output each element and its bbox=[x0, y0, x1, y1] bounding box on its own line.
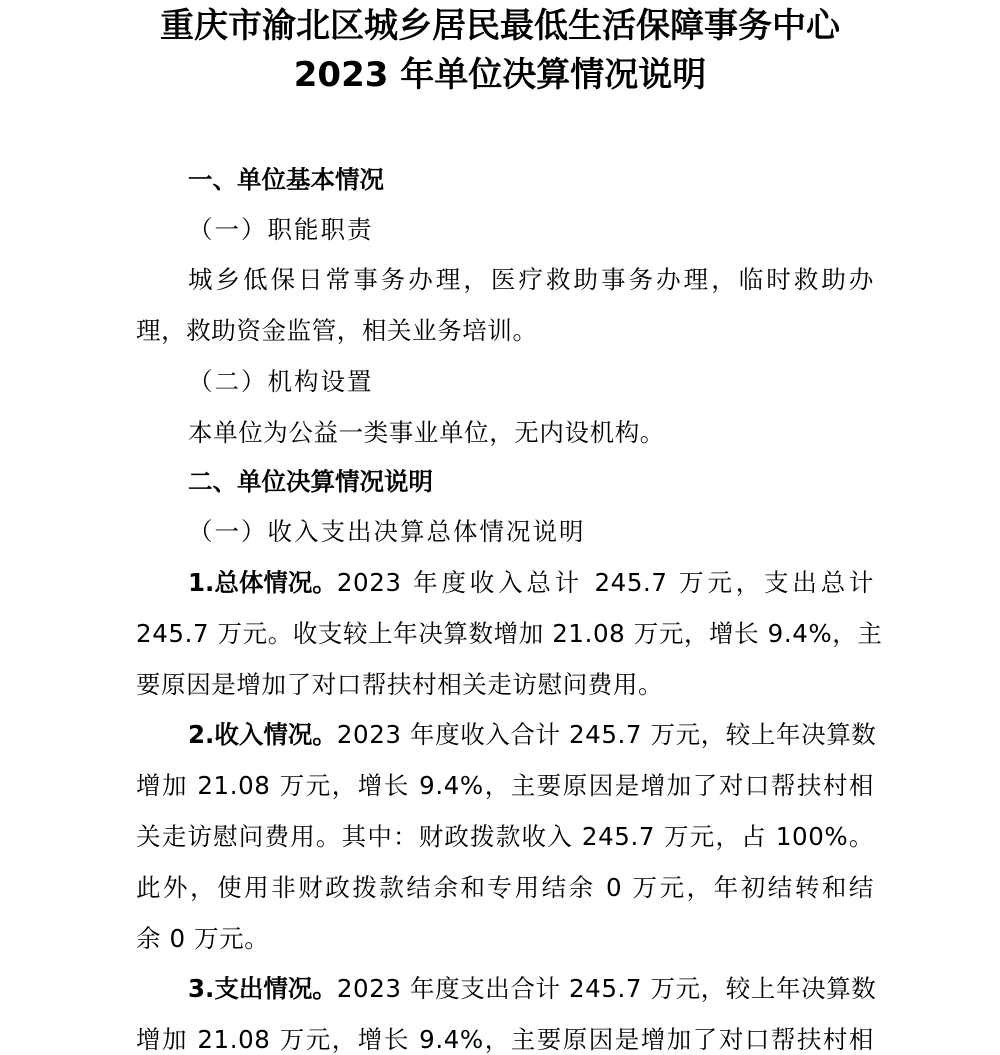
functions-paragraph-line-2: 理，救助资金监管，相关业务培训。 bbox=[136, 316, 538, 345]
overall-text-1: 2023 年度收入总计 245.7 万元，支出总计 bbox=[336, 568, 874, 597]
income-paragraph-line-5: 余 0 万元。 bbox=[136, 924, 270, 953]
document-title-line-1: 重庆市渝北区城乡居民最低生活保障事务中心 bbox=[160, 6, 840, 46]
subsection-heading-functions: （一）职能职责 bbox=[188, 215, 374, 244]
expense-paragraph-line-1 bbox=[188, 974, 877, 1004]
expense-lead: 3.支出情况。 bbox=[188, 974, 337, 1003]
overall-paragraph-line-3: 要原因是增加了对口帮扶村相关走访慰问费用。 bbox=[136, 670, 664, 699]
subsection-heading-income-expense-overview: （一）收入支出决算总体情况说明 bbox=[188, 517, 586, 546]
income-paragraph-line-2: 增加 21.08 万元，增长 9.4%，主要原因是增加了对口帮扶村相 bbox=[136, 771, 874, 800]
section-heading-final-accounts: 二、单位决算情况说明 bbox=[188, 467, 433, 496]
income-paragraph-line-1 bbox=[188, 720, 877, 750]
overall-lead: 1.总体情况。 bbox=[188, 568, 337, 597]
subsection-heading-organization: （二）机构设置 bbox=[188, 367, 374, 396]
expense-paragraph-line-2: 增加 21.08 万元，增长 9.4%，主要原因是增加了对口帮扶村相 bbox=[136, 1025, 874, 1054]
income-text-1: 2023 年度收入合计 245.7 万元，较上年决算数 bbox=[336, 720, 877, 749]
expense-text-1: 2023 年度支出合计 245.7 万元，较上年决算数 bbox=[336, 974, 877, 1003]
income-paragraph-line-4: 此外，使用非财政拨款结余和专用结余 0 万元，年初结转和结 bbox=[136, 873, 874, 902]
overall-paragraph-line-1 bbox=[188, 568, 874, 598]
functions-paragraph-line-1: 城乡低保日常事务办理，医疗救助事务办理，临时救助办 bbox=[188, 265, 874, 294]
income-paragraph-line-3: 关走访慰问费用。其中：财政拨款收入 245.7 万元，占 100%。 bbox=[136, 822, 874, 851]
income-lead: 2.收入情况。 bbox=[188, 720, 337, 749]
section-heading-basic-info: 一、单位基本情况 bbox=[188, 165, 384, 194]
overall-paragraph-line-2: 245.7 万元。收支较上年决算数增加 21.08 万元，增长 9.4%，主 bbox=[136, 619, 883, 648]
document-title-line-2: 2023 年单位决算情况说明 bbox=[293, 55, 707, 95]
organization-paragraph-line-1: 本单位为公益一类事业单位，无内设机构。 bbox=[188, 418, 665, 447]
